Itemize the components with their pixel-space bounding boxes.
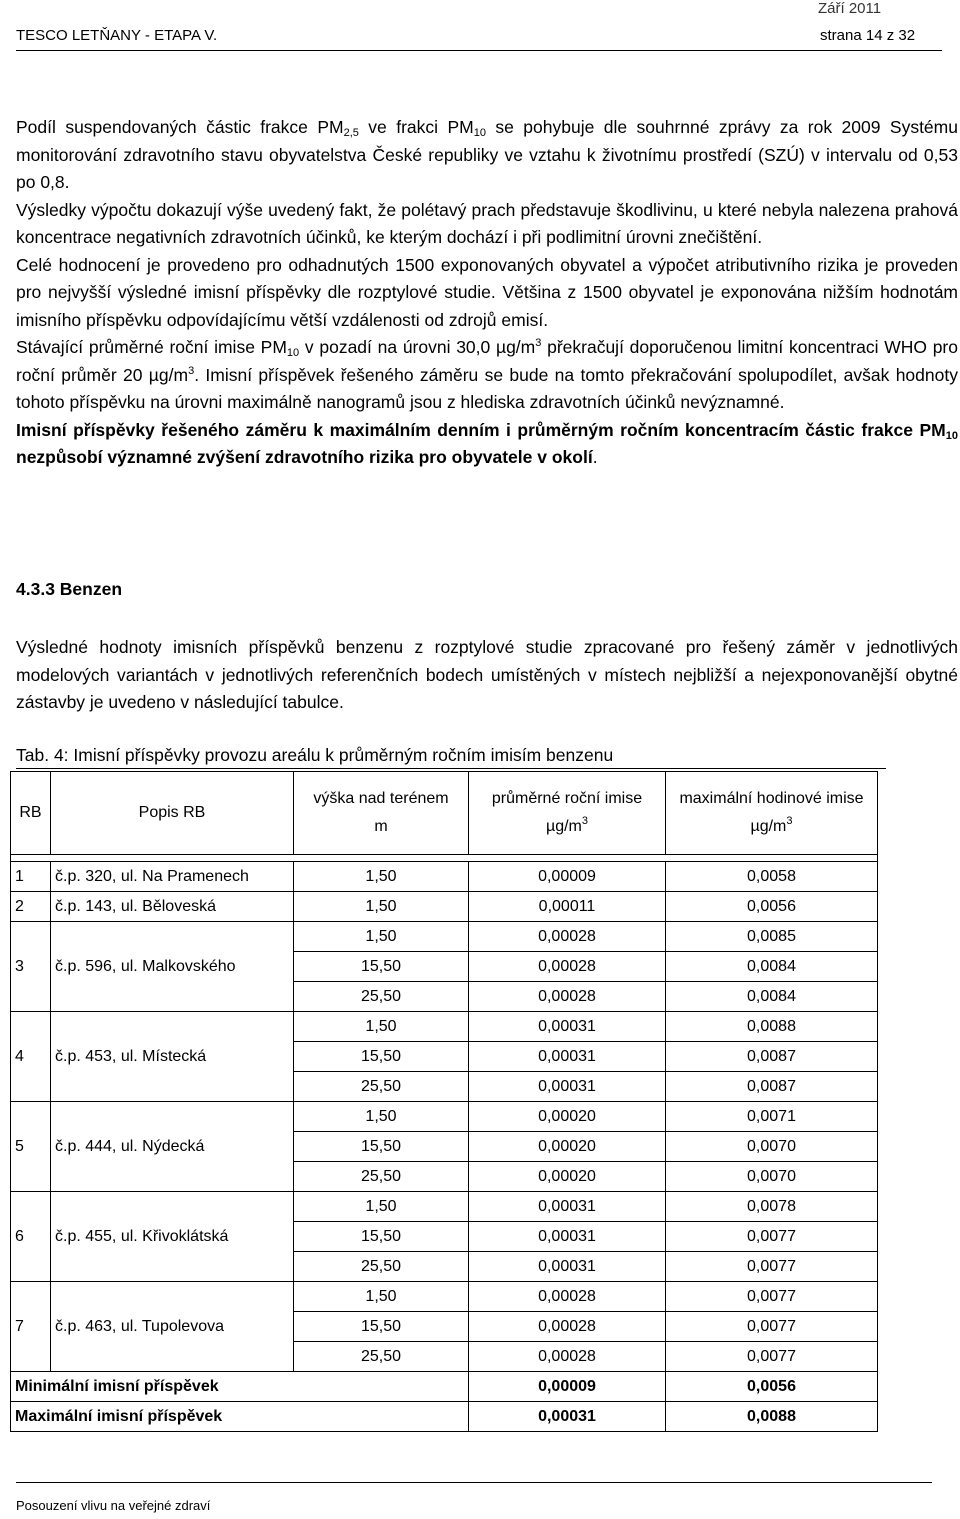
section-intro <box>16 634 958 717</box>
header-page-number: strana 14 z 32 <box>820 27 916 44</box>
paragraph-background: Stávající průměrné roční imise $PM_{10}$ v pozadí na úrovni 30,0 $\mu g/m^3$ překračují doporučenou limitní koncentraci WHO pro roční průměr 20 $\mu g/m^3$. Imisní příspěvek řešeného záměru se bude na tomto překračování spolupodílet, avšak hodnoty tohoto příspěvku na úrovni maximálně nanogramů jsou z hlediska zdravotních účinků nevýznamné. <box>16 337 958 412</box>
header-gap <box>11 855 878 862</box>
table-row: 15,50 0,00020 0,0070 <box>11 1132 878 1162</box>
header-vyska: výška nad terénem m <box>294 772 469 855</box>
table-row: 15,50 0,00031 0,0087 <box>11 1042 878 1072</box>
paragraph-conclusion: Imisní příspěvky řešeného záměru k maximálním denním i průměrným ročním koncentracím částic frakce $PM_{10}$ nezpůsobí významné zvýšení zdravotního rizika pro obyvatele v okolí. <box>16 419 958 467</box>
table-row: 3 č.p. 596, ul. Malkovského 1,50 0,00028 0,0085 <box>11 922 878 952</box>
table-row: 5 č.p. 444, ul. Nýdecká 1,50 0,00020 0,0071 <box>11 1102 878 1132</box>
summary-row-max: Maximální imisní příspěvek 0,00031 0,0088 <box>11 1402 878 1432</box>
paragraph-pm-fraction: Podíl suspendovaných částic frakce $PM_{2,5}$ ve frakci $PM_{10}$ se pohybuje dle souhrnné zprávy za rok 2009 Systému monitorování zdravotního stavu obyvatelstva České republiky ve vztahu k životnímu prostředí (SZÚ) v intervalu od 0,53 po 0,8. <box>16 117 958 192</box>
table-row: 15,50 0,00028 0,0084 <box>11 952 878 982</box>
paragraph-evaluation: Celé hodnocení je provedeno pro odhadnutých 1500 exponovaných obyvatel a výpočet atributivního rizika je proveden pro nejvyšší výsledné imisní příspěvky dle rozptylové studie. Většina z 1500 obyvatel je exponována nižším hodnotám imisního příspěvku odpovídajícímu větší vzdálenosti od zdrojů emisí. <box>16 254 958 330</box>
footer-divider <box>16 1482 932 1483</box>
header-title: TESCO LETŇANY - ETAPA V. <box>16 27 218 44</box>
table-row: 25,50 0,00031 0,0087 <box>11 1072 878 1102</box>
table-caption: Tab. 4: Imisní příspěvky provozu areálu k průměrným ročním imisím benzenu <box>16 745 614 765</box>
header-date: Září 2011 <box>818 0 882 17</box>
paragraph-benzen: Výsledné hodnoty imisních příspěvků benzenu z rozptylové studie zpracované pro řešený záměr v jednotlivých modelových variantách v jednotlivých referenčních bodech umístěných v místech nejbližší a nejexponovanější obytné zástavby je uvedeno v následující tabulce. <box>16 637 958 712</box>
table-row: 25,50 0,00031 0,0077 <box>11 1252 878 1282</box>
table-row: 25,50 0,00020 0,0070 <box>11 1162 878 1192</box>
table-row: 6 č.p. 455, ul. Křivoklátská 1,50 0,00031 0,0078 <box>11 1192 878 1222</box>
header-prumer: průměrné roční imise $\mu g/m^3$ <box>469 772 666 855</box>
table-row: 4 č.p. 453, ul. Místecká 1,50 0,00031 0,0088 <box>11 1012 878 1042</box>
table-row: 2 č.p. 143, ul. Běloveská 1,50 0,00011 0,0056 <box>11 892 878 922</box>
table-row: 25,50 0,00028 0,0084 <box>11 982 878 1012</box>
header-popis: Popis RB <box>51 772 294 855</box>
summary-row-min: Minimální imisní příspěvek 0,00009 0,0056 <box>11 1372 878 1402</box>
header-divider <box>16 50 942 51</box>
header-max: maximální hodinové imise $\mu g/m^3$ <box>666 772 878 855</box>
benzen-table <box>10 771 878 1432</box>
caption-underline <box>16 768 886 769</box>
table-row: 1 č.p. 320, ul. Na Pramenech 1,50 0,00009 0,0058 <box>11 862 878 892</box>
section-heading: 4.3.3 Benzen <box>16 579 123 599</box>
table-row: 15,50 0,00031 0,0077 <box>11 1222 878 1252</box>
table-header-row <box>11 772 878 855</box>
footer-text: Posouzení vlivu na veřejné zdraví <box>16 1498 211 1513</box>
table-row: 25,50 0,00028 0,0077 <box>11 1342 878 1372</box>
header-rb: RB <box>11 772 51 855</box>
table-row: 15,50 0,00028 0,0077 <box>11 1312 878 1342</box>
paragraph-results: Výsledky výpočtu dokazují výše uvedený fakt, že polétavý prach představuje škodlivinu, u které nebyla nalezena prahová koncentrace negativních zdravotních účinků, ke kterým dochází i při podlimitní úrovni znečištění. <box>16 199 958 247</box>
table-row: 7 č.p. 463, ul. Tupolevova 1,50 0,00028 0,0077 <box>11 1282 878 1312</box>
body-text <box>16 114 958 472</box>
